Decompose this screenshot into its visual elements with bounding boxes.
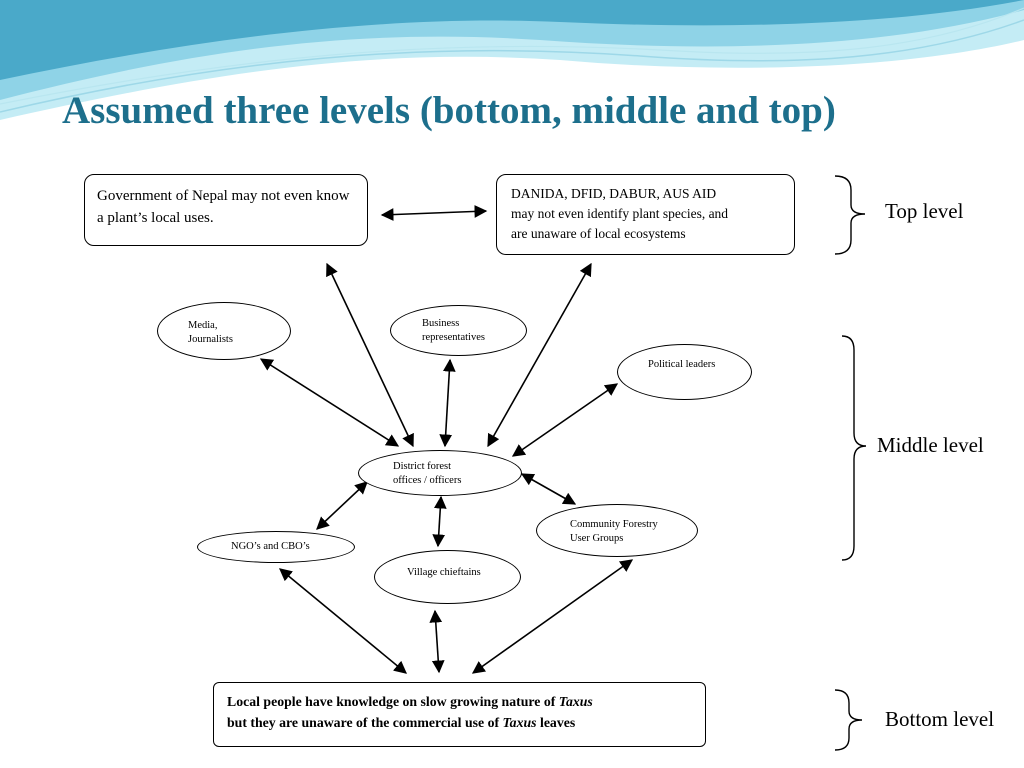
bottom-level-label: Bottom level bbox=[885, 707, 995, 731]
bottom-level-brace bbox=[835, 690, 862, 750]
local-people-line-2-end: leaves bbox=[536, 715, 576, 730]
village-chieftains-node bbox=[374, 550, 521, 604]
arrow-district-village bbox=[438, 497, 441, 546]
page-title: Assumed three levels (bottom, middle and top) bbox=[62, 89, 836, 132]
local-people-box bbox=[213, 682, 706, 747]
ngo-cbo-label: NGO’s and CBO’s bbox=[231, 541, 310, 552]
local-people-text bbox=[227, 691, 593, 733]
arrow-government-district bbox=[327, 264, 413, 446]
media-line-1: Media, bbox=[188, 320, 218, 331]
business-line-1: Business bbox=[422, 318, 460, 329]
cfug-line-1: Community Forestry bbox=[570, 519, 658, 530]
local-people-line-1 bbox=[227, 691, 593, 712]
arrow-political-district bbox=[513, 384, 617, 456]
arrow-district-cfug bbox=[522, 474, 575, 504]
donors-line-1: DANIDA, DFID, DABUR, AUS AID bbox=[511, 186, 717, 201]
government-text: Government of Nepal may not even know a plant’s local uses. bbox=[97, 188, 350, 226]
political-leaders-node bbox=[617, 344, 752, 400]
media-node bbox=[157, 302, 291, 360]
local-people-line-1-text: Local people have knowledge on slow growing nature of bbox=[227, 694, 559, 709]
ngo-cbo-node bbox=[197, 531, 355, 563]
village-chieftains-label: Village chieftains bbox=[407, 567, 481, 578]
local-people-line-2 bbox=[227, 712, 593, 733]
local-people-line-2-text: but they are unaware of the commercial use of bbox=[227, 715, 503, 730]
arrow-government-donors bbox=[382, 211, 486, 215]
donors-text bbox=[511, 184, 728, 244]
arrow-village-local bbox=[435, 611, 439, 672]
top-level-label: Top level bbox=[885, 199, 964, 223]
top-level-brace bbox=[835, 176, 865, 254]
district-forest-node bbox=[358, 450, 522, 496]
district-line-1: District forest bbox=[393, 461, 452, 472]
district-line-2: offices / officers bbox=[393, 475, 462, 486]
arrow-district-ngo bbox=[317, 482, 367, 529]
political-leaders-label: Political leaders bbox=[648, 359, 716, 370]
government-box bbox=[84, 174, 368, 246]
media-line-2: Journalists bbox=[188, 334, 233, 345]
business-line-2: representatives bbox=[422, 332, 485, 343]
arrow-donors-district bbox=[488, 264, 591, 446]
business-node bbox=[390, 305, 527, 356]
arrow-business-district bbox=[445, 360, 450, 446]
donors-line-3: are unaware of local ecosystems bbox=[511, 226, 686, 241]
donors-line-2: may not even identify plant species, and bbox=[511, 206, 729, 221]
cfug-line-2: User Groups bbox=[570, 533, 624, 544]
taxus-term-2: Taxus bbox=[502, 715, 537, 730]
cfug-node bbox=[536, 504, 698, 557]
taxus-term-1: Taxus bbox=[558, 694, 593, 709]
middle-level-brace bbox=[842, 336, 866, 560]
middle-level-label: Middle level bbox=[877, 433, 984, 457]
donors-box bbox=[496, 174, 795, 255]
